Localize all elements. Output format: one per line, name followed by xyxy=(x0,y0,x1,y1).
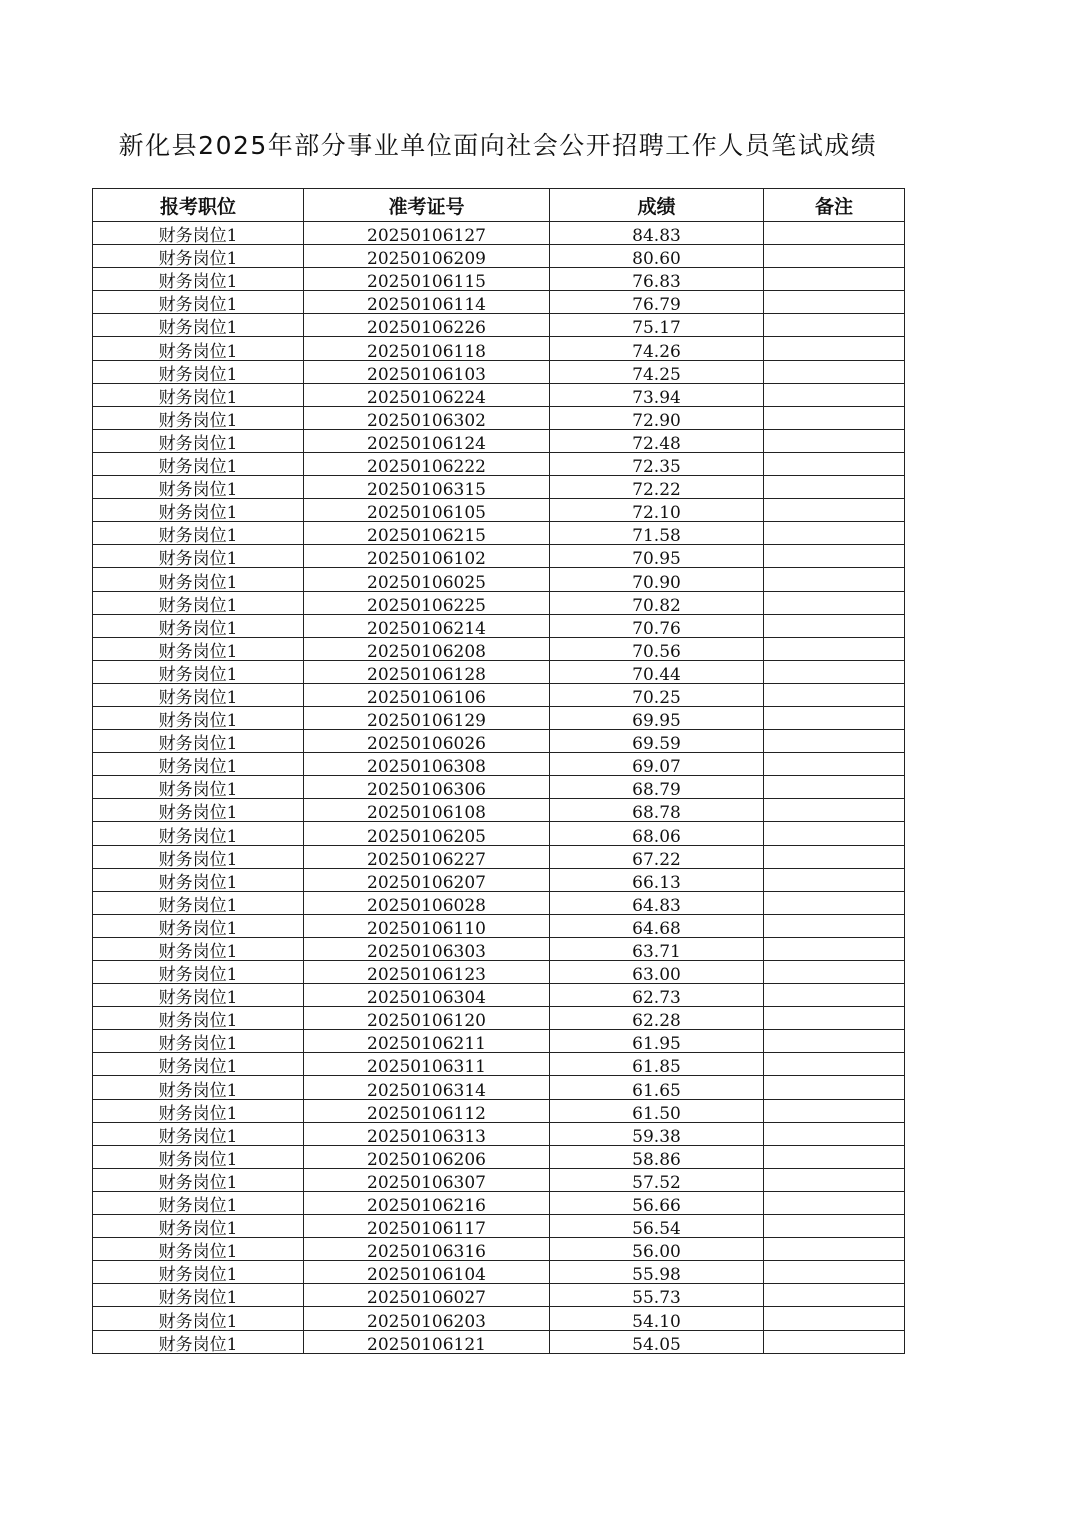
cell-score: 70.56 xyxy=(550,637,764,660)
cell-position: 财务岗位1 xyxy=(93,1145,304,1168)
score-table xyxy=(92,188,905,1354)
cell-score: 80.60 xyxy=(550,245,764,268)
cell-remark xyxy=(764,476,905,499)
cell-position: 财务岗位1 xyxy=(93,868,304,891)
page-title: 新化县2025年部分事业单位面向社会公开招聘工作人员笔试成绩 xyxy=(118,131,878,160)
cell-score: 64.83 xyxy=(550,891,764,914)
cell-position: 财务岗位1 xyxy=(93,683,304,706)
table-row xyxy=(93,383,905,406)
cell-exam-id: 20250106129 xyxy=(304,706,550,729)
cell-exam-id: 20250106303 xyxy=(304,937,550,960)
cell-exam-id: 20250106207 xyxy=(304,868,550,891)
cell-exam-id: 20250106102 xyxy=(304,545,550,568)
cell-exam-id: 20250106211 xyxy=(304,1030,550,1053)
cell-remark xyxy=(764,337,905,360)
cell-position: 财务岗位1 xyxy=(93,1191,304,1214)
cell-position: 财务岗位1 xyxy=(93,706,304,729)
cell-position: 财务岗位1 xyxy=(93,245,304,268)
cell-score: 54.10 xyxy=(550,1307,764,1330)
table-row xyxy=(93,1168,905,1191)
cell-position: 财务岗位1 xyxy=(93,891,304,914)
cell-score: 61.50 xyxy=(550,1099,764,1122)
table-row xyxy=(93,429,905,452)
cell-exam-id: 20250106203 xyxy=(304,1307,550,1330)
cell-exam-id: 20250106224 xyxy=(304,383,550,406)
cell-score: 72.35 xyxy=(550,452,764,475)
cell-score: 56.54 xyxy=(550,1215,764,1238)
cell-remark xyxy=(764,868,905,891)
cell-score: 63.71 xyxy=(550,937,764,960)
table-row xyxy=(93,291,905,314)
cell-exam-id: 20250106316 xyxy=(304,1238,550,1261)
cell-position: 财务岗位1 xyxy=(93,360,304,383)
cell-score: 62.28 xyxy=(550,1007,764,1030)
cell-position: 财务岗位1 xyxy=(93,406,304,429)
cell-remark xyxy=(764,683,905,706)
cell-remark xyxy=(764,1168,905,1191)
cell-exam-id: 20250106215 xyxy=(304,522,550,545)
cell-remark xyxy=(764,406,905,429)
table-row xyxy=(93,545,905,568)
table-row xyxy=(93,1191,905,1214)
table-row xyxy=(93,706,905,729)
table-row xyxy=(93,1053,905,1076)
cell-remark xyxy=(764,360,905,383)
cell-remark xyxy=(764,1007,905,1030)
cell-position: 财务岗位1 xyxy=(93,1030,304,1053)
table-row xyxy=(93,1030,905,1053)
cell-remark xyxy=(764,961,905,984)
table-row xyxy=(93,1099,905,1122)
header-exam-id: 准考证号 xyxy=(304,189,550,222)
cell-position: 财务岗位1 xyxy=(93,476,304,499)
cell-position: 财务岗位1 xyxy=(93,1168,304,1191)
cell-exam-id: 20250106205 xyxy=(304,822,550,845)
cell-score: 59.38 xyxy=(550,1122,764,1145)
table-row xyxy=(93,1145,905,1168)
table-row xyxy=(93,845,905,868)
cell-position: 财务岗位1 xyxy=(93,291,304,314)
cell-remark xyxy=(764,591,905,614)
cell-remark xyxy=(764,1330,905,1353)
cell-remark xyxy=(764,984,905,1007)
cell-exam-id: 20250106304 xyxy=(304,984,550,1007)
cell-position: 财务岗位1 xyxy=(93,522,304,545)
table-row xyxy=(93,1330,905,1353)
cell-position: 财务岗位1 xyxy=(93,822,304,845)
cell-score: 70.82 xyxy=(550,591,764,614)
cell-position: 财务岗位1 xyxy=(93,730,304,753)
cell-score: 56.00 xyxy=(550,1238,764,1261)
cell-exam-id: 20250106214 xyxy=(304,614,550,637)
cell-exam-id: 20250106103 xyxy=(304,360,550,383)
cell-score: 61.95 xyxy=(550,1030,764,1053)
table-row xyxy=(93,984,905,1007)
cell-remark xyxy=(764,291,905,314)
cell-remark xyxy=(764,660,905,683)
cell-position: 财务岗位1 xyxy=(93,429,304,452)
cell-exam-id: 20250106028 xyxy=(304,891,550,914)
header-score: 成绩 xyxy=(550,189,764,222)
cell-position: 财务岗位1 xyxy=(93,1076,304,1099)
cell-exam-id: 20250106025 xyxy=(304,568,550,591)
cell-exam-id: 20250106027 xyxy=(304,1284,550,1307)
cell-position: 财务岗位1 xyxy=(93,1261,304,1284)
cell-position: 财务岗位1 xyxy=(93,591,304,614)
table-row xyxy=(93,314,905,337)
cell-remark xyxy=(764,1238,905,1261)
table-row xyxy=(93,522,905,545)
cell-position: 财务岗位1 xyxy=(93,1099,304,1122)
cell-position: 财务岗位1 xyxy=(93,337,304,360)
cell-exam-id: 20250106127 xyxy=(304,222,550,245)
cell-position: 财务岗位1 xyxy=(93,383,304,406)
cell-position: 财务岗位1 xyxy=(93,660,304,683)
cell-position: 财务岗位1 xyxy=(93,984,304,1007)
cell-exam-id: 20250106026 xyxy=(304,730,550,753)
table-row xyxy=(93,476,905,499)
cell-score: 72.22 xyxy=(550,476,764,499)
cell-remark xyxy=(764,730,905,753)
header-row xyxy=(93,189,905,222)
cell-remark xyxy=(764,1284,905,1307)
table-row xyxy=(93,1261,905,1284)
cell-exam-id: 20250106302 xyxy=(304,406,550,429)
table-row xyxy=(93,730,905,753)
cell-exam-id: 20250106226 xyxy=(304,314,550,337)
cell-remark xyxy=(764,245,905,268)
cell-remark xyxy=(764,383,905,406)
cell-position: 财务岗位1 xyxy=(93,568,304,591)
cell-remark xyxy=(764,1053,905,1076)
table-header xyxy=(93,189,905,222)
cell-position: 财务岗位1 xyxy=(93,545,304,568)
cell-remark xyxy=(764,1307,905,1330)
table-row xyxy=(93,822,905,845)
cell-score: 70.25 xyxy=(550,683,764,706)
cell-score: 74.25 xyxy=(550,360,764,383)
cell-remark xyxy=(764,1261,905,1284)
table-row xyxy=(93,914,905,937)
table-row xyxy=(93,776,905,799)
cell-exam-id: 20250106104 xyxy=(304,1261,550,1284)
cell-score: 72.90 xyxy=(550,406,764,429)
cell-remark xyxy=(764,776,905,799)
cell-exam-id: 20250106209 xyxy=(304,245,550,268)
table-row xyxy=(93,637,905,660)
table-row xyxy=(93,245,905,268)
cell-score: 69.59 xyxy=(550,730,764,753)
cell-position: 财务岗位1 xyxy=(93,776,304,799)
table-row xyxy=(93,961,905,984)
cell-score: 56.66 xyxy=(550,1191,764,1214)
table-row xyxy=(93,799,905,822)
table-row xyxy=(93,1284,905,1307)
header-position: 报考职位 xyxy=(93,189,304,222)
table-body xyxy=(93,222,905,1354)
cell-score: 72.48 xyxy=(550,429,764,452)
cell-exam-id: 20250106123 xyxy=(304,961,550,984)
cell-exam-id: 20250106108 xyxy=(304,799,550,822)
cell-score: 73.94 xyxy=(550,383,764,406)
cell-score: 69.07 xyxy=(550,753,764,776)
cell-exam-id: 20250106128 xyxy=(304,660,550,683)
table-row xyxy=(93,268,905,291)
table-row xyxy=(93,1307,905,1330)
cell-exam-id: 20250106105 xyxy=(304,499,550,522)
cell-score: 55.98 xyxy=(550,1261,764,1284)
table-row xyxy=(93,614,905,637)
cell-position: 财务岗位1 xyxy=(93,499,304,522)
cell-position: 财务岗位1 xyxy=(93,1122,304,1145)
cell-score: 62.73 xyxy=(550,984,764,1007)
cell-exam-id: 20250106227 xyxy=(304,845,550,868)
cell-score: 84.83 xyxy=(550,222,764,245)
cell-remark xyxy=(764,753,905,776)
table-row xyxy=(93,753,905,776)
cell-exam-id: 20250106112 xyxy=(304,1099,550,1122)
cell-remark xyxy=(764,429,905,452)
cell-score: 61.65 xyxy=(550,1076,764,1099)
cell-score: 70.44 xyxy=(550,660,764,683)
cell-position: 财务岗位1 xyxy=(93,845,304,868)
cell-remark xyxy=(764,499,905,522)
cell-position: 财务岗位1 xyxy=(93,268,304,291)
cell-remark xyxy=(764,891,905,914)
cell-remark xyxy=(764,314,905,337)
cell-remark xyxy=(764,1076,905,1099)
cell-position: 财务岗位1 xyxy=(93,961,304,984)
cell-exam-id: 20250106306 xyxy=(304,776,550,799)
table-row xyxy=(93,452,905,475)
cell-exam-id: 20250106206 xyxy=(304,1145,550,1168)
table-row xyxy=(93,1238,905,1261)
cell-remark xyxy=(764,522,905,545)
cell-exam-id: 20250106117 xyxy=(304,1215,550,1238)
cell-exam-id: 20250106106 xyxy=(304,683,550,706)
cell-remark xyxy=(764,914,905,937)
cell-remark xyxy=(764,545,905,568)
table-row xyxy=(93,337,905,360)
cell-exam-id: 20250106121 xyxy=(304,1330,550,1353)
cell-score: 72.10 xyxy=(550,499,764,522)
cell-exam-id: 20250106222 xyxy=(304,452,550,475)
cell-remark xyxy=(764,822,905,845)
cell-exam-id: 20250106124 xyxy=(304,429,550,452)
cell-exam-id: 20250106308 xyxy=(304,753,550,776)
table-row xyxy=(93,499,905,522)
cell-remark xyxy=(764,1099,905,1122)
cell-exam-id: 20250106118 xyxy=(304,337,550,360)
cell-score: 68.06 xyxy=(550,822,764,845)
cell-exam-id: 20250106314 xyxy=(304,1076,550,1099)
table-row xyxy=(93,1076,905,1099)
cell-remark xyxy=(764,1030,905,1053)
table-row xyxy=(93,1007,905,1030)
cell-score: 69.95 xyxy=(550,706,764,729)
cell-remark xyxy=(764,222,905,245)
table-row xyxy=(93,360,905,383)
cell-score: 55.73 xyxy=(550,1284,764,1307)
cell-position: 财务岗位1 xyxy=(93,914,304,937)
cell-score: 74.26 xyxy=(550,337,764,360)
cell-remark xyxy=(764,1191,905,1214)
cell-position: 财务岗位1 xyxy=(93,222,304,245)
cell-remark xyxy=(764,637,905,660)
cell-remark xyxy=(764,268,905,291)
cell-remark xyxy=(764,452,905,475)
table-row xyxy=(93,1122,905,1145)
cell-exam-id: 20250106225 xyxy=(304,591,550,614)
cell-exam-id: 20250106115 xyxy=(304,268,550,291)
table-row xyxy=(93,937,905,960)
cell-score: 68.78 xyxy=(550,799,764,822)
cell-position: 财务岗位1 xyxy=(93,1284,304,1307)
cell-score: 57.52 xyxy=(550,1168,764,1191)
table-row xyxy=(93,868,905,891)
cell-position: 财务岗位1 xyxy=(93,452,304,475)
cell-score: 61.85 xyxy=(550,1053,764,1076)
cell-exam-id: 20250106110 xyxy=(304,914,550,937)
table-row xyxy=(93,1215,905,1238)
cell-position: 财务岗位1 xyxy=(93,1238,304,1261)
cell-score: 71.58 xyxy=(550,522,764,545)
cell-exam-id: 20250106208 xyxy=(304,637,550,660)
cell-score: 76.79 xyxy=(550,291,764,314)
cell-position: 财务岗位1 xyxy=(93,1007,304,1030)
cell-position: 财务岗位1 xyxy=(93,753,304,776)
cell-remark xyxy=(764,614,905,637)
cell-score: 75.17 xyxy=(550,314,764,337)
cell-exam-id: 20250106114 xyxy=(304,291,550,314)
cell-score: 58.86 xyxy=(550,1145,764,1168)
header-remark: 备注 xyxy=(764,189,905,222)
cell-remark xyxy=(764,706,905,729)
cell-remark xyxy=(764,799,905,822)
cell-score: 68.79 xyxy=(550,776,764,799)
cell-score: 64.68 xyxy=(550,914,764,937)
cell-exam-id: 20250106216 xyxy=(304,1191,550,1214)
table-row xyxy=(93,591,905,614)
cell-score: 63.00 xyxy=(550,961,764,984)
cell-score: 70.90 xyxy=(550,568,764,591)
cell-position: 财务岗位1 xyxy=(93,314,304,337)
cell-remark xyxy=(764,845,905,868)
cell-position: 财务岗位1 xyxy=(93,1330,304,1353)
table-row xyxy=(93,568,905,591)
cell-exam-id: 20250106307 xyxy=(304,1168,550,1191)
cell-score: 66.13 xyxy=(550,868,764,891)
cell-remark xyxy=(764,568,905,591)
table-row xyxy=(93,683,905,706)
cell-score: 76.83 xyxy=(550,268,764,291)
cell-score: 67.22 xyxy=(550,845,764,868)
cell-exam-id: 20250106313 xyxy=(304,1122,550,1145)
cell-position: 财务岗位1 xyxy=(93,799,304,822)
cell-remark xyxy=(764,1215,905,1238)
table-row xyxy=(93,660,905,683)
table-row xyxy=(93,222,905,245)
cell-score: 54.05 xyxy=(550,1330,764,1353)
table-row xyxy=(93,406,905,429)
cell-exam-id: 20250106315 xyxy=(304,476,550,499)
cell-position: 财务岗位1 xyxy=(93,1215,304,1238)
cell-exam-id: 20250106120 xyxy=(304,1007,550,1030)
cell-remark xyxy=(764,1122,905,1145)
cell-score: 70.76 xyxy=(550,614,764,637)
cell-position: 财务岗位1 xyxy=(93,1053,304,1076)
table-row xyxy=(93,891,905,914)
cell-exam-id: 20250106311 xyxy=(304,1053,550,1076)
cell-position: 财务岗位1 xyxy=(93,614,304,637)
cell-position: 财务岗位1 xyxy=(93,1307,304,1330)
cell-remark xyxy=(764,1145,905,1168)
cell-score: 70.95 xyxy=(550,545,764,568)
cell-position: 财务岗位1 xyxy=(93,937,304,960)
cell-position: 财务岗位1 xyxy=(93,637,304,660)
cell-remark xyxy=(764,937,905,960)
